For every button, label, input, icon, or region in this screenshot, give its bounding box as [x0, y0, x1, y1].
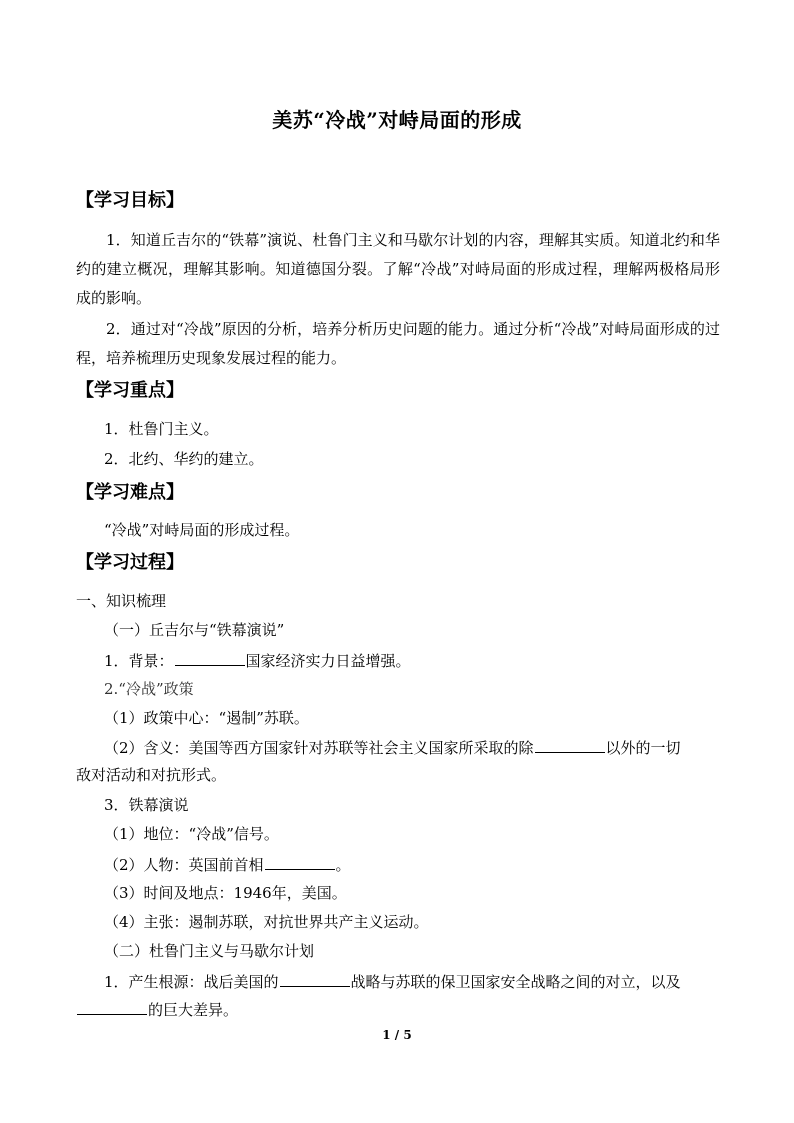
background-line	[104, 649, 411, 672]
iron-curtain-heading: 3．铁幕演说	[104, 796, 189, 814]
subsection-1: （一）丘吉尔与“铁幕演说”	[104, 621, 285, 639]
time-place: （3）时间及地点：1946年，美国。	[104, 884, 347, 902]
knowledge-heading: 一、知识梳理	[76, 592, 167, 610]
objective-paragraph-2: 2．通过对“冷战”原因的分析，培养分析历史问题的能力。通过分析“冷战”对峙局面形成的过程，培养梳理历史现象发展过程的能力。	[76, 320, 720, 367]
objective-paragraph-1: 1．知道丘吉尔的“铁幕”演说、杜鲁门主义和马歇尔计划的内容，理解其实质。知道北约和华约的建立概况，理解其影响。知道德国分裂。了解“冷战”对峙局面的形成过程，理解两极格局形成的影响。	[76, 231, 720, 307]
meaning-line	[104, 736, 681, 759]
person-line	[104, 853, 351, 876]
fill-blank[interactable]	[175, 649, 245, 666]
meaning-continued: 敌对活动和对抗形式。	[76, 766, 227, 784]
root-suffix: 的巨大差异。	[148, 1001, 239, 1019]
difficulty-1: “冷战”对峙局面的形成过程。	[104, 521, 300, 539]
key-point-1: 1．杜鲁门主义。	[104, 420, 219, 438]
meaning-prefix: （2）含义：美国等西方国家针对苏联等社会主义国家所采取的除	[104, 739, 534, 757]
section-process: 【学习过程】	[76, 552, 184, 573]
root-line	[104, 970, 681, 993]
fill-blank[interactable]	[77, 998, 147, 1015]
fill-blank[interactable]	[535, 736, 605, 753]
fill-blank[interactable]	[265, 853, 335, 870]
section-difficulties: 【学习难点】	[76, 482, 184, 503]
background-prefix: 1．背景：	[104, 652, 174, 670]
iron-curtain-status: （1）地位：“冷战”信号。	[104, 825, 279, 843]
person-suffix: 。	[335, 856, 351, 874]
policy-center: （1）政策中心：“遏制”苏联。	[104, 709, 309, 727]
fill-blank[interactable]	[280, 970, 350, 987]
root-middle: 战略与苏联的保卫国家安全战略之间的对立，以及	[350, 973, 681, 991]
section-objectives: 【学习目标】	[76, 190, 184, 211]
section-key-points: 【学习重点】	[76, 380, 184, 401]
meaning-suffix: 以外的一切	[605, 739, 681, 757]
background-suffix: 国家经济实力日益增强。	[245, 652, 411, 670]
page-title: 美苏“冷战”对峙局面的形成	[272, 108, 522, 132]
root-prefix: 1．产生根源：战后美国的	[104, 973, 279, 991]
claim: （4）主张：遏制苏联，对抗世界共产主义运动。	[104, 913, 429, 931]
subsection-2: （二）杜鲁门主义与马歇尔计划	[104, 942, 315, 960]
person-prefix: （2）人物：英国前首相	[104, 856, 264, 874]
key-point-2: 2．北约、华约的建立。	[104, 450, 264, 468]
root-continued	[76, 998, 238, 1021]
cold-war-policy: 2.“冷战”政策	[104, 680, 194, 698]
page-number: 1 / 5	[382, 1028, 412, 1042]
